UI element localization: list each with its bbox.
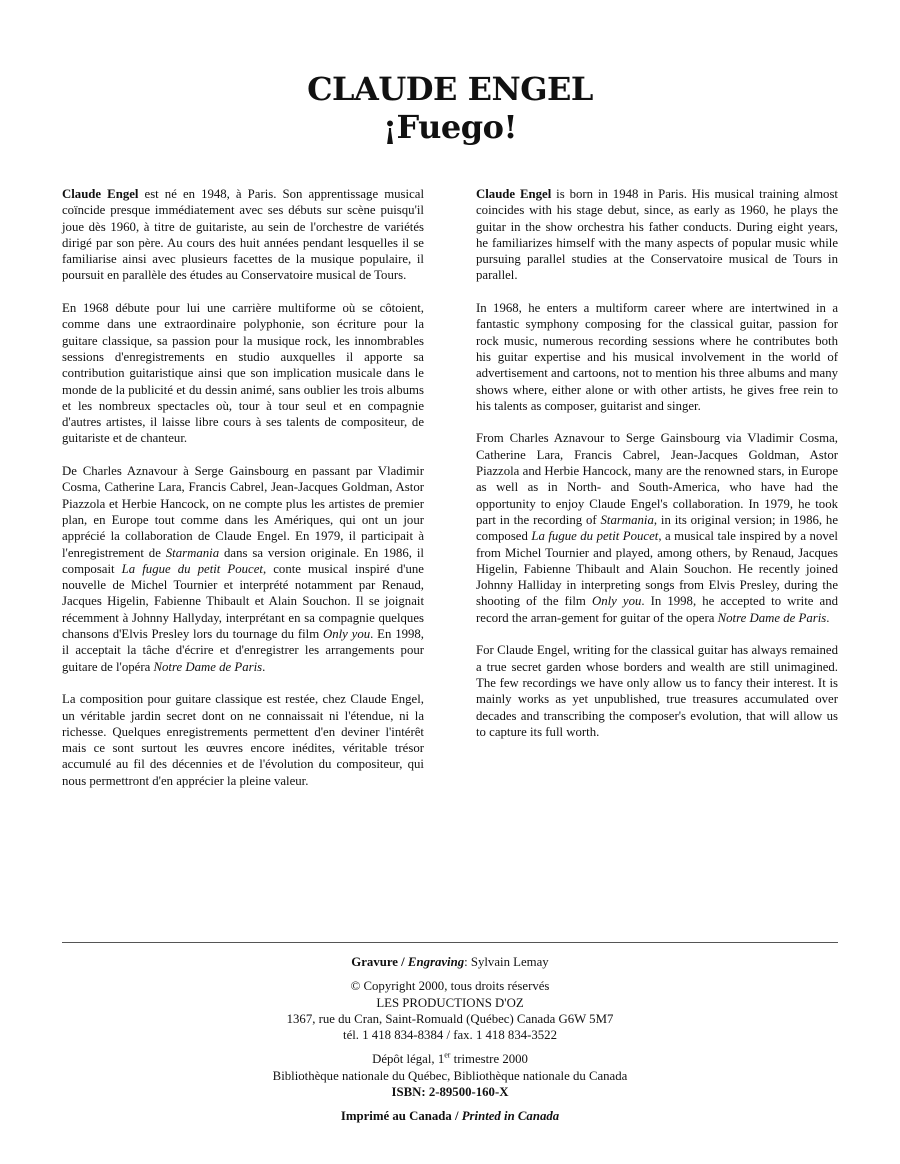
en-paragraph-3: From Charles Aznavour to Serge Gainsbourg via Vladimir Cosma, Catherine Lara, Francis Cabrel, Jean-Jacques Goldman, Astor Piazzola and Herbie Hancock, many are the renowned stars, in Europe as well as in North- and South-America, who have had the opportunity to enjoy Claude Engel's collaboration. In 1979, he took part in the recording of Starmania, in its original version; in 1986, he composed La fugue du petit Poucet, a musical tale inspired by a novel from Michel Tournier and played, among others, by Renaud, Jacques Higelin, Fabienne Thibault and Alain Souchon. He recently joined Johnny Halliday in interpreting songs from Elvis Presley, during the shooting of the film Only you. In 1998, he accepted to write and record the arran-gement for guitar of the opera Notre Dame de Paris. — [476, 431, 839, 625]
title-block — [0, 70, 900, 146]
printed-in-line: Imprimé au Canada / Printed in Canada — [340, 1109, 560, 1124]
english-biography — [476, 186, 838, 756]
libraries-line: Bibliothèque nationale du Québec, Bibliothèque nationale du Canada — [272, 1068, 628, 1083]
en-paragraph-1: Claude Engel is born in 1948 in Paris. His musical training almost coincides with his stage debut, since, as early as 1960, he plays the guitar in the show orchestra his father conducts. During eight years, he familiarizes himself with the many aspects of popular music while pursuing parallel studies at the Conservatoire musical de Tours in parallel. — [476, 187, 838, 283]
fr-name: Claude Engel — [62, 187, 139, 201]
divider — [62, 942, 838, 943]
legal-deposit: Dépôt légal, 1er trimestre 2000 — [372, 1051, 528, 1067]
fr-paragraph-1: Claude Engel est né en 1948, à Paris. Son apprentissage musical coïncide presque immédiatement avec ses débuts sur scène puisqu'il joue dès 1960, à titre de guitariste, au sein de l'orchestre de variétés dirigé par son père. Au cours des huit années pendant lesquelles il se familiarise ainsi avec plusieurs facettes de la musique populaire, il poursuit en parallèle des études au Conservatoire musical de Tours. — [62, 187, 424, 283]
fr-paragraph-2: En 1968 débute pour lui une carrière multiforme où se côtoient, comme dans une extraordinaire polyphonie, son écriture pour la guitare classique, sa passion pour la musique rock, les innombrables sessions d'enregistrements en studio auxquelles il apporte sa contribution guitaristique ainsi que son implication musicale dans le monde de la publicité et du dessin animé, sans oublier les trois albums et les nombreux spectacles où, tour à tour seul et en compagnie d'autres artistes, il laisse libre cours à ses talents de compositeur, de guitariste et de chanteur. — [62, 301, 424, 446]
colophon — [0, 954, 900, 1125]
en-paragraph-4: For Claude Engel, writing for the classical guitar has always remained a true secret garden whose borders and wealth are still unimagined. The few recordings we have only allow us to fancy their interest. It is mainly works as yet unpublished, true treasures accumulated over decades and transcribing the composer's evolution, that will allow us to capture its full worth. — [476, 643, 838, 739]
publisher-phone: tél. 1 418 834-8384 / fax. 1 418 834-3522 — [343, 1028, 557, 1043]
en-paragraph-2: In 1968, he enters a multiform career where are intertwined in a fantastic symphony composing for the classical guitar, passion for rock music, numerous recording sessions where he contributes both his guitar expertise and his musical involvement in the world of advertisement and cartoons, not to mention his three albums and many shows where, either alone or with other artists, he gives free rein to his talents as composer, guitarist and singer. — [476, 301, 838, 413]
publisher-address: 1367, rue du Cran, Saint-Romuald (Québec) Canada G6W 5M7 — [286, 1011, 614, 1026]
engraving-credit: Gravure / Engraving: Sylvain Lemay — [351, 955, 549, 969]
french-biography — [62, 186, 424, 805]
fr-paragraph-3: De Charles Aznavour à Serge Gainsbourg en passant par Vladimir Cosma, Catherine Lara, Francis Cabrel, Jean-Jacques Goldman, Astor Piazzola et Herbie Hancock, on ne compte plus les artistes de premier plan, en Europe tout comme dans les Amériques, qui ont un jour apprécié la collaboration de Claude Engel. En 1979, il participait à l'enregistrement de Starmania dans sa version originale. En 1986, il composait La fugue du petit Poucet, conte musical inspiré d'une nouvelle de Michel Tournier et interprété notamment par Renaud, Jacques Higelin, Fabienne Thibault et Alain Souchon. Il se joignait récemment à Johnny Hallyday, interprétant en sa compagnie quelques chansons d'Elvis Presley lors du tournage du film Only you. En 1998, il acceptait la tâche d'écrire et d'enregistrer les arrangements pour guitare de l'opéra Notre Dame de Paris. — [62, 464, 424, 674]
composer-name: CLAUDE ENGEL — [307, 70, 593, 108]
isbn-line: ISBN: 2-89500-160-X — [391, 1085, 509, 1100]
publisher-name: LES PRODUCTIONS D'OZ — [376, 995, 524, 1010]
copyright-line: © Copyright 2000, tous droits réservés — [350, 979, 550, 994]
fr-paragraph-4: La composition pour guitare classique est restée, chez Claude Engel, un véritable jardin secret dont on ne connaissait ni l'étendue, ni la richesse. Quelques enregistrements permettent d'en deviner l'intérêt mais ce sont surtout les œuvres encore inédites, véritable trésor accumulé au fil des décennies et de l'évolution du compositeur, qui nous permettront d'en apprécier la pleine valeur. — [62, 692, 424, 788]
piece-title: ¡Fuego! — [382, 108, 518, 146]
en-name: Claude Engel — [476, 187, 552, 201]
